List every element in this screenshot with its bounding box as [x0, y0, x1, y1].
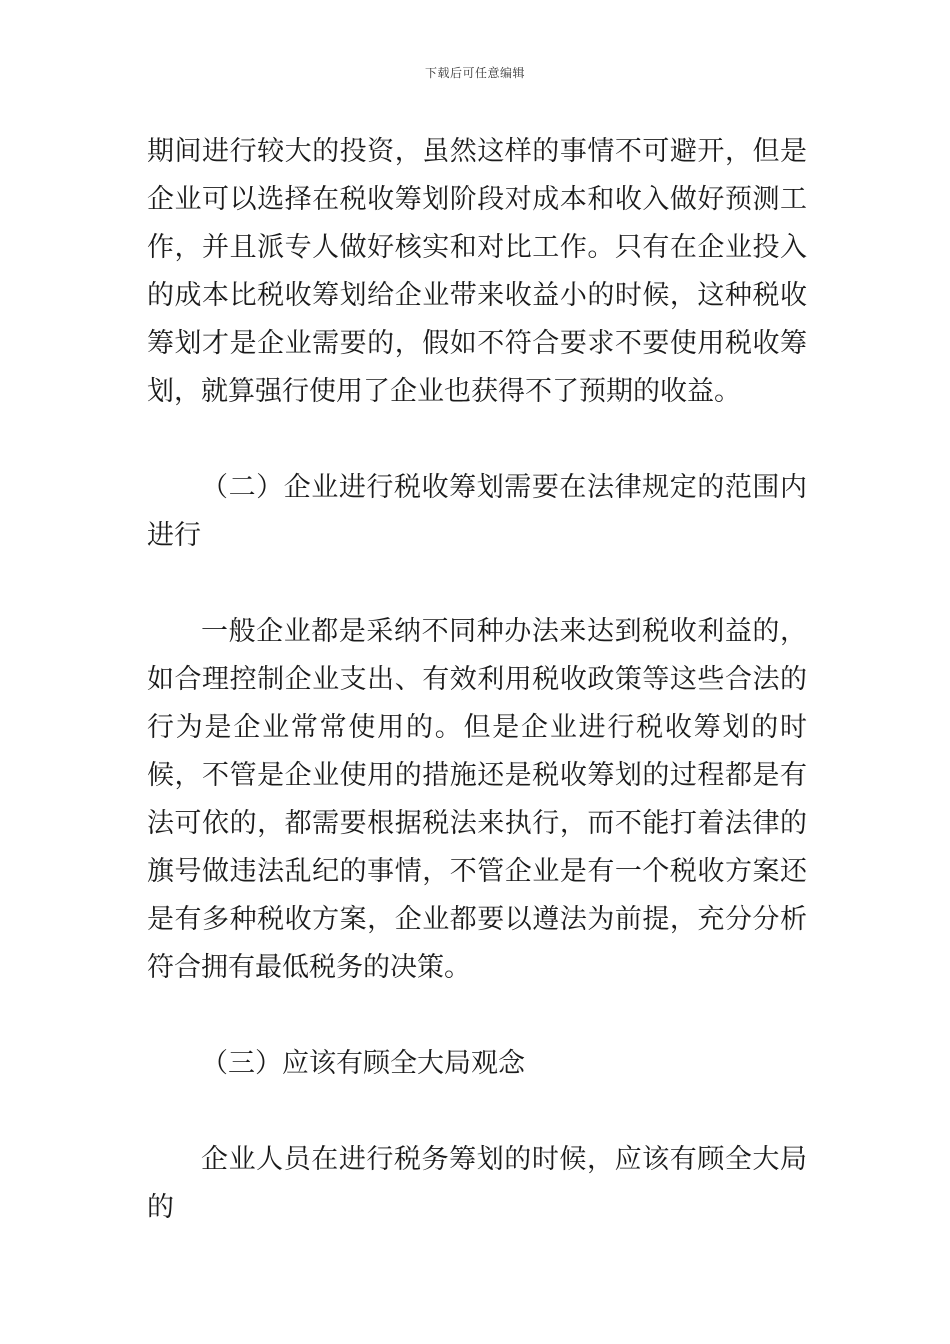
- section-heading-2: （二）企业进行税收筹划需要在法律规定的范围内进行: [147, 472, 807, 551]
- page-header: 下载后可任意编辑: [424, 66, 525, 80]
- document-body: [147, 128, 807, 1232]
- body-paragraph-1: 期间进行较大的投资，虽然这样的事情不可避开，但是企业可以选择在税收筹划阶段对成本和收入做好预测工作，并且派专人做好核实和对比工作。只有在企业投入的成本比税收筹划给企业带来收益小的时候，这种税收筹划才是企业需要的，假如不符合要求不要使用税收筹划，就算强行使用了企业也获得不了预期的收益。: [147, 136, 807, 407]
- body-paragraph-3: 企业人员在进行税务筹划的时候，应该有顾全大局的: [147, 1144, 807, 1223]
- section-heading-3: （三）应该有顾全大局观念: [201, 1048, 525, 1079]
- body-paragraph-2: 一般企业都是采纳不同种办法来达到税收利益的，如合理控制企业支出、有效利用税收政策等这些合法的行为是企业常常使用的。但是企业进行税收筹划的时候，不管是企业使用的措施还是税收筹划的过程都是有法可依的，都需要根据税法来执行，而不能打着法律的旗号做违法乱纪的事情，不管企业是有一个税收方案还是有多种税收方案，企业都要以遵法为前提，充分分析符合拥有最低税务的决策。: [147, 616, 807, 983]
